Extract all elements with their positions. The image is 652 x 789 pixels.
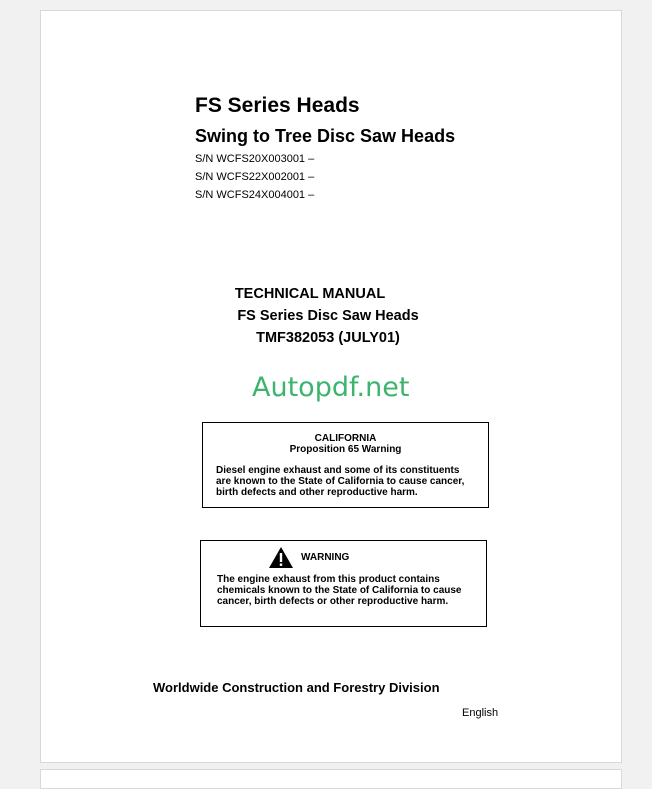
prop65-text: birth defects and other reproductive harm.	[216, 487, 418, 498]
language-label: English	[462, 707, 499, 719]
warning-text: chemicals known to the State of California to cause	[217, 585, 462, 596]
watermark: Autopdf.net	[252, 372, 410, 403]
prop65-heading: CALIFORNIA	[314, 433, 377, 444]
serial-number: S/N WCFS22X002001 –	[195, 171, 315, 183]
prop65-warning-box	[202, 422, 489, 508]
division-name: Worldwide Construction and Forestry Division	[153, 680, 440, 695]
warning-text: The engine exhaust from this product contains	[217, 574, 440, 585]
serial-number: S/N WCFS24X004001 –	[195, 189, 315, 201]
prop65-subheading: Proposition 65 Warning	[289, 444, 402, 455]
warning-text: cancer, birth defects or other reproductive harm.	[217, 596, 449, 607]
next-page	[40, 769, 622, 789]
document-page	[40, 10, 622, 763]
prop65-text: are known to the State of California to cause cancer,	[216, 476, 465, 487]
warning-triangle-icon	[269, 547, 293, 568]
serial-number: S/N WCFS20X003001 –	[195, 153, 315, 165]
prop65-text: Diesel engine exhaust and some of its constituents	[216, 465, 460, 476]
manual-type: TECHNICAL MANUAL	[234, 286, 386, 302]
manual-number: TMF382053 (JULY01)	[256, 330, 400, 346]
document-subtitle: Swing to Tree Disc Saw Heads	[195, 126, 456, 146]
manual-name: FS Series Disc Saw Heads	[237, 308, 419, 324]
warning-heading: WARNING	[301, 552, 350, 563]
warning-box	[200, 540, 487, 627]
document-title: FS Series Heads	[195, 94, 360, 117]
